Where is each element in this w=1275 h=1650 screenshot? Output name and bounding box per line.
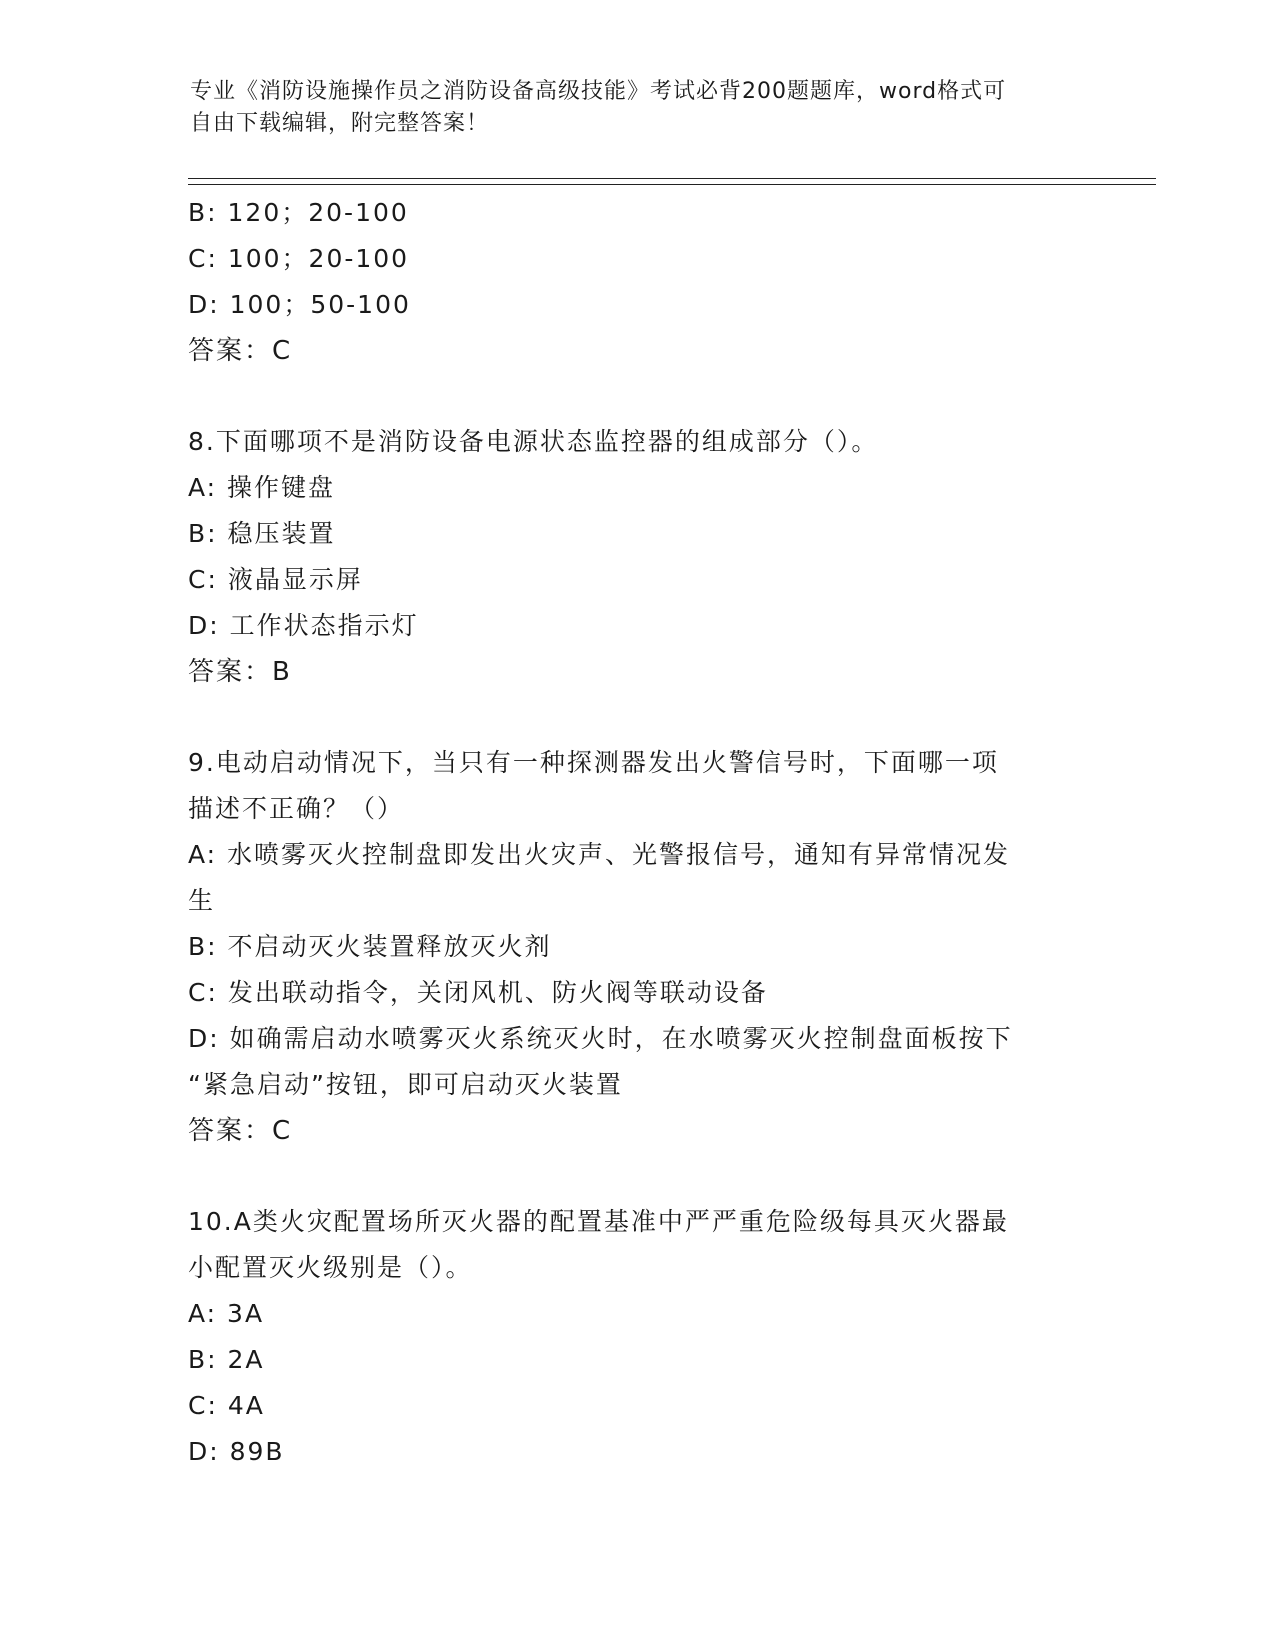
option-a-line-1: A: 水喷雾灭火控制盘即发出火灾声、光警报信号，通知有异常情况发 [188, 840, 1011, 869]
option-d-line-1: D: 如确需启动水喷雾灭火系统灭火时，在水喷雾灭火控制盘面板按下 [188, 1024, 1013, 1053]
question-text-line-2: 小配置灭火级别是（）。 [188, 1253, 473, 1282]
option-d-line-2: “紧急启动”按钮，即可启动灭火装置 [188, 1070, 623, 1099]
option-d: D: 工作状态指示灯 [188, 611, 419, 640]
question-text: 8.下面哪项不是消防设备电源状态监控器的组成部分（）。 [188, 427, 879, 456]
question-7-continued [188, 190, 1088, 374]
option-a: A: 操作键盘 [188, 473, 336, 502]
answer: 答案：C [188, 336, 293, 366]
question-list [188, 190, 1088, 1475]
option-c: C: 100；20-100 [188, 244, 410, 273]
option-b: B: 稳压装置 [188, 519, 336, 548]
option-b: B: 不启动灭火装置释放灭火剂 [188, 932, 552, 961]
option-d: D: 89B [188, 1437, 285, 1466]
option-b: B: 2A [188, 1345, 265, 1374]
option-b: B: 120；20-100 [188, 198, 409, 227]
question-text-line-2: 描述不正确？（） [188, 794, 405, 823]
document-header [190, 76, 1090, 140]
header-double-rule [188, 178, 1156, 185]
header-line-2: 自由下载编辑，附完整答案！ [190, 111, 490, 136]
header-line-1: 专业《消防设施操作员之消防设备高级技能》考试必背200题题库，word格式可 [190, 79, 1007, 104]
question-text-line-1: 9.电动启动情况下，当只有一种探测器发出火警信号时，下面哪一项 [188, 748, 999, 777]
question-9 [188, 740, 1088, 1154]
question-text-line-1: 10.A类火灾配置场所灭火器的配置基准中严严重危险级每具灭火器最 [188, 1207, 1009, 1236]
question-10 [188, 1199, 1088, 1475]
option-c: C: 液晶显示屏 [188, 565, 363, 594]
question-8 [188, 419, 1088, 695]
answer: 答案：B [188, 657, 292, 687]
option-c: C: 4A [188, 1391, 265, 1420]
option-a: A: 3A [188, 1299, 265, 1328]
option-a-line-2: 生 [188, 886, 216, 915]
option-c: C: 发出联动指令，关闭风机、防火阀等联动设备 [188, 978, 768, 1007]
answer: 答案：C [188, 1116, 293, 1146]
option-d: D: 100；50-100 [188, 290, 411, 319]
